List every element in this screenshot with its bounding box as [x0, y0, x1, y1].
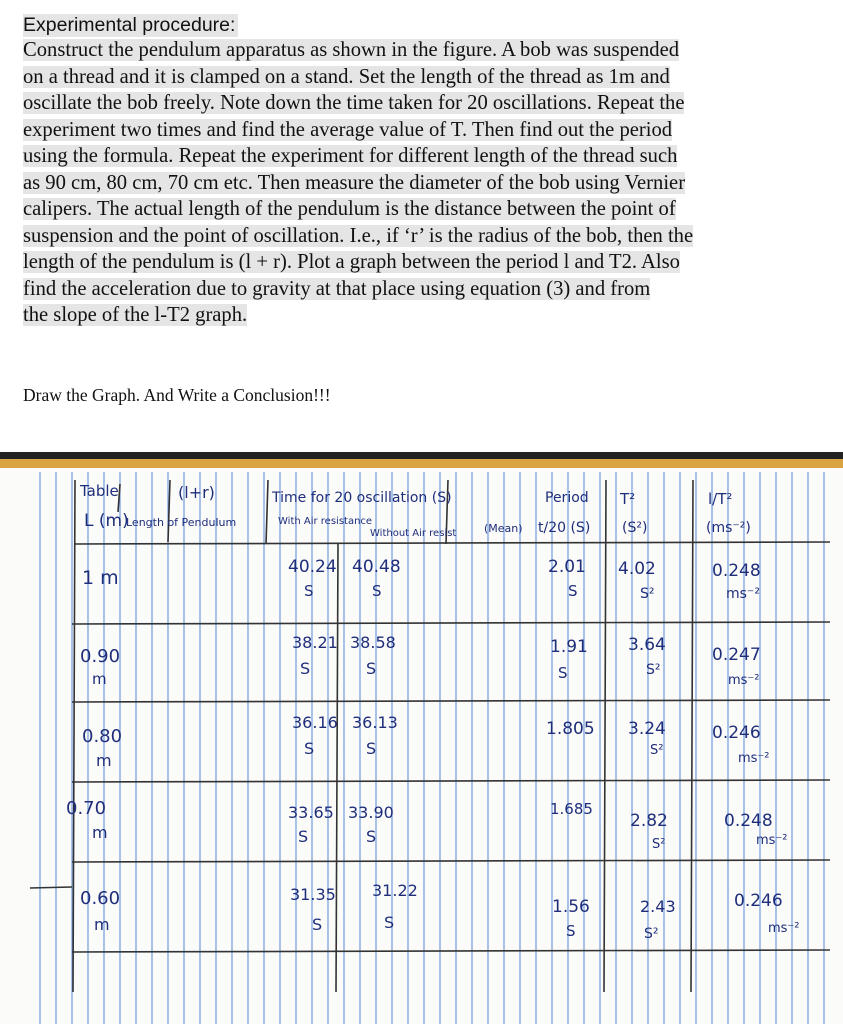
- ratio-header: l/T²: [708, 490, 733, 508]
- t2-unit: S²: [650, 743, 664, 758]
- length-unit: m: [94, 915, 110, 934]
- length-cell: 0.80: [82, 726, 123, 747]
- without-air-header: Without Air resist: [370, 528, 457, 539]
- procedure-line: suspension and the point of oscillation. I.e., if ‘r’ is the radius of the bob, then the: [23, 224, 694, 247]
- length-cell: 0.70: [66, 798, 107, 819]
- time-for-20-header: Time for 20 oscillation (S): [272, 490, 452, 506]
- ratio-unit: ms⁻²: [726, 586, 760, 602]
- time-without-air-unit: S: [366, 739, 377, 758]
- procedure-line: using the formula. Repeat the experiment for different length of the thread such: [23, 145, 678, 167]
- handwritten-table-photo: [0, 452, 843, 1024]
- instruction-text: Draw the Graph. And Write a Conclusion!!!: [23, 385, 331, 405]
- ratio-cell: 0.246: [734, 891, 783, 911]
- time-with-air-unit: S: [304, 582, 314, 600]
- t2-cell: 4.02: [618, 559, 656, 579]
- time-without-air-unit: S: [384, 913, 395, 932]
- time-without-air-unit: S: [366, 659, 377, 678]
- period-header: Period: [545, 490, 589, 506]
- ratio-unit-header: (ms⁻²): [706, 520, 751, 536]
- t2-cell: 3.24: [628, 719, 666, 739]
- ratio-unit: ms⁻²: [728, 673, 760, 688]
- mean-header: (Mean): [484, 522, 523, 535]
- procedure-line: on a thread and it is clamped on a stand. Set the length of the thread as 1m and: [23, 65, 670, 88]
- length-unit: m: [92, 823, 108, 842]
- procedure-text: [23, 37, 783, 329]
- ratio-cell: 0.246: [712, 723, 761, 743]
- ratio-cell: 0.248: [712, 561, 761, 581]
- length-cell: 0.90: [80, 646, 121, 667]
- lr-header: (l+r): [178, 483, 215, 502]
- t2-unit-header: (S²): [622, 520, 648, 536]
- time-without-air-cell: 38.58: [350, 633, 396, 652]
- time-with-air-cell: 38.21: [292, 633, 338, 652]
- procedure-line: find the acceleration due to gravity at that place using equation (3) and from: [23, 277, 651, 300]
- period-unit: S: [566, 922, 576, 940]
- t2-unit: S²: [652, 837, 666, 852]
- time-with-air-cell: 40.24: [288, 557, 337, 577]
- time-with-air-unit: S: [312, 915, 323, 934]
- period-unit: S: [558, 664, 568, 682]
- length-cell: 0.60: [80, 888, 121, 909]
- notebook-page: [0, 452, 843, 1024]
- period-cell: 2.01: [548, 557, 586, 577]
- time-without-air-cell: 36.13: [352, 713, 398, 732]
- procedure-line: Construct the pendulum apparatus as shown in the figure. A bob was suspended: [23, 39, 680, 61]
- time-with-air-unit: S: [298, 827, 309, 846]
- time-without-air-cell: 33.90: [348, 803, 394, 822]
- t2-header: T²: [620, 490, 636, 508]
- procedure-line: experiment two times and find the average value of T. Then find out the period: [23, 118, 673, 141]
- period-formula-header: t/20 (S): [538, 520, 591, 536]
- procedure-line: the slope of the l-T2 graph.: [23, 304, 248, 326]
- length-header: L (m): [84, 511, 129, 531]
- period-cell: 1.805: [546, 719, 595, 739]
- ratio-unit: ms⁻²: [738, 751, 770, 766]
- time-without-air-cell: 40.48: [352, 557, 401, 577]
- time-with-air-unit: S: [304, 739, 315, 758]
- procedure-line: oscillate the bob freely. Note down the time taken for 20 oscillations. Repeat the: [23, 92, 685, 114]
- ratio-unit: ms⁻²: [768, 921, 800, 936]
- period-cell: 1.56: [552, 897, 590, 917]
- with-air-header: With Air resistance: [278, 516, 373, 527]
- procedure-line: calipers. The actual length of the pendulum is the distance between the point of: [23, 198, 676, 220]
- t2-cell: 3.64: [628, 635, 666, 655]
- procedure-line: as 90 cm, 80 cm, 70 cm etc. Then measure the diameter of the bob using Vernier: [23, 171, 686, 194]
- ratio-cell: 0.248: [724, 811, 773, 831]
- time-with-air-unit: S: [300, 659, 311, 678]
- paper: [0, 468, 843, 1024]
- length-cell: 1 m: [82, 567, 119, 589]
- procedure-line: length of the pendulum is (l + r). Plot a graph between the period l and T2. Also: [23, 251, 680, 273]
- ratio-cell: 0.247: [712, 645, 761, 665]
- time-with-air-cell: 33.65: [288, 803, 334, 822]
- t2-cell: 2.82: [630, 811, 668, 831]
- t2-unit: S²: [646, 662, 661, 678]
- t2-unit: S²: [640, 586, 655, 602]
- time-with-air-cell: 36.16: [292, 713, 338, 732]
- table-caption: Table: [80, 482, 119, 500]
- ratio-unit: ms⁻²: [756, 833, 788, 848]
- time-without-air-unit: S: [372, 582, 382, 600]
- length-unit: m: [96, 751, 112, 770]
- photo-edge: [0, 452, 843, 459]
- time-without-air-cell: 31.22: [372, 881, 418, 900]
- procedure-heading: Experimental procedure:: [23, 14, 238, 37]
- time-without-air-unit: S: [366, 827, 377, 846]
- t2-unit: S²: [644, 926, 659, 942]
- length-unit: m: [92, 670, 107, 688]
- length-of-pendulum-header: Length of Pendulum: [126, 516, 237, 529]
- desk-strip: [0, 459, 843, 468]
- time-with-air-cell: 31.35: [290, 885, 336, 904]
- period-cell: 1.91: [550, 637, 588, 657]
- t2-cell: 2.43: [640, 897, 676, 916]
- period-cell: 1.685: [550, 800, 593, 818]
- procedure-section: [23, 14, 783, 329]
- period-unit: S: [568, 582, 578, 600]
